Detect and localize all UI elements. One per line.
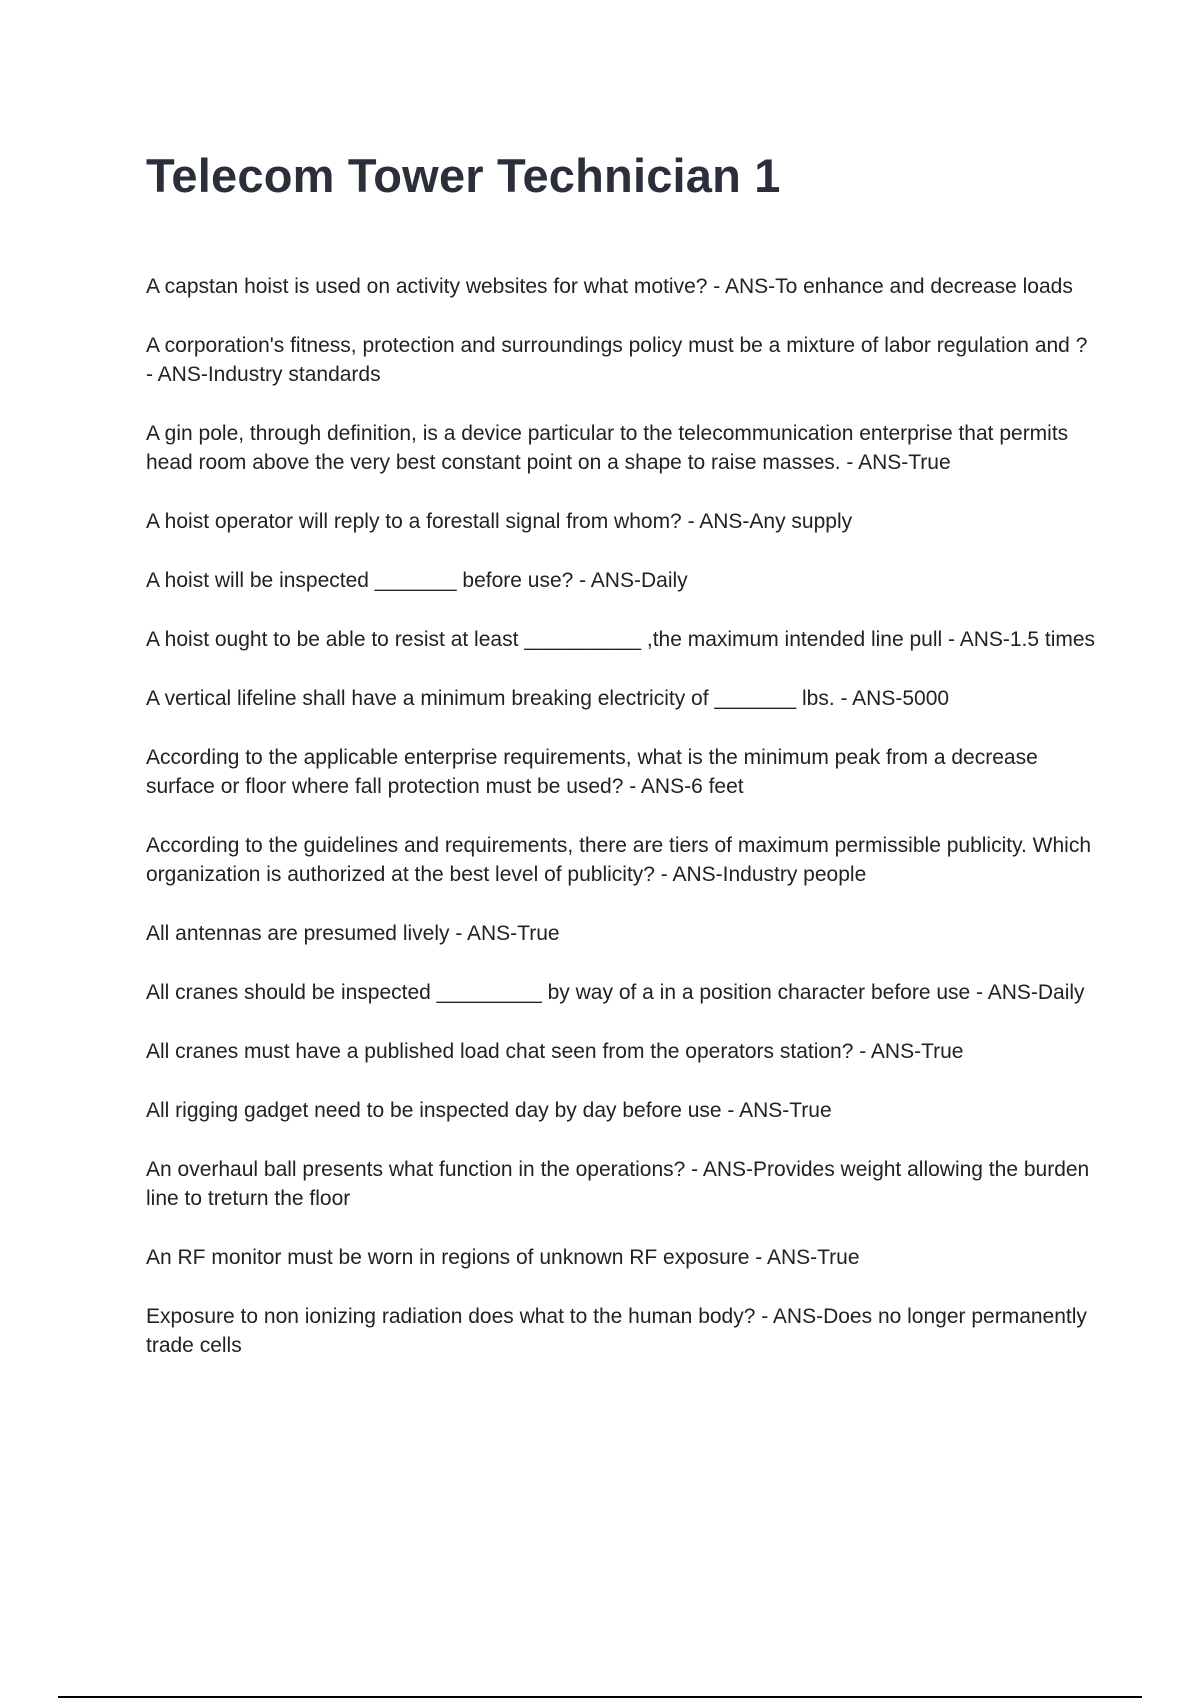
page-title: Telecom Tower Technician 1 — [146, 149, 781, 202]
qa-item: A hoist operator will reply to a forestall signal from whom? - ANS-Any supply — [146, 510, 853, 533]
qa-item: According to the applicable enterprise requirements, what is the minimum peak from a decrease surface or floor where fall protection must be used? - ANS-6 feet — [146, 746, 1038, 798]
qa-item: A hoist will be inspected _______ before use? - ANS-Daily — [146, 569, 688, 592]
qa-item: An overhaul ball presents what function in the operations? - ANS-Provides weight allowing the burden line to treturn the floor — [146, 1158, 1090, 1210]
qa-list — [146, 272, 1096, 1390]
qa-item: A capstan hoist is used on activity websites for what motive? - ANS-To enhance and decrease loads — [146, 275, 1073, 298]
qa-item: A vertical lifeline shall have a minimum breaking electricity of _______ lbs. - ANS-5000 — [146, 687, 950, 710]
qa-item: A gin pole, through definition, is a device particular to the telecommunication enterprise that permits head room above the very best constant point on a shape to raise masses. - ANS-True — [146, 422, 1069, 474]
qa-item: All rigging gadget need to be inspected day by day before use - ANS-True — [146, 1099, 832, 1122]
footer-divider — [58, 1696, 1142, 1698]
qa-item: An RF monitor must be worn in regions of unknown RF exposure - ANS-True — [146, 1246, 860, 1269]
qa-item: A hoist ought to be able to resist at least __________ ,the maximum intended line pull - ANS-1.5 times — [146, 628, 1096, 651]
qa-item: A corporation's fitness, protection and surroundings policy must be a mixture of labor regulation and ? - ANS-Industry standards — [146, 334, 1088, 386]
qa-item: All cranes must have a published load chat seen from the operators station? - ANS-True — [146, 1040, 964, 1063]
qa-item: According to the guidelines and requirements, there are tiers of maximum permissible publicity. Which organization is authorized at the best level of publicity? - ANS-Industry people — [146, 834, 1092, 886]
qa-item: All antennas are presumed lively - ANS-True — [146, 922, 560, 945]
qa-item: All cranes should be inspected _________ by way of a in a position character before use - ANS-Daily — [146, 981, 1085, 1004]
qa-item: Exposure to non ionizing radiation does what to the human body? - ANS-Does no longer permanently trade cells — [146, 1305, 1087, 1357]
